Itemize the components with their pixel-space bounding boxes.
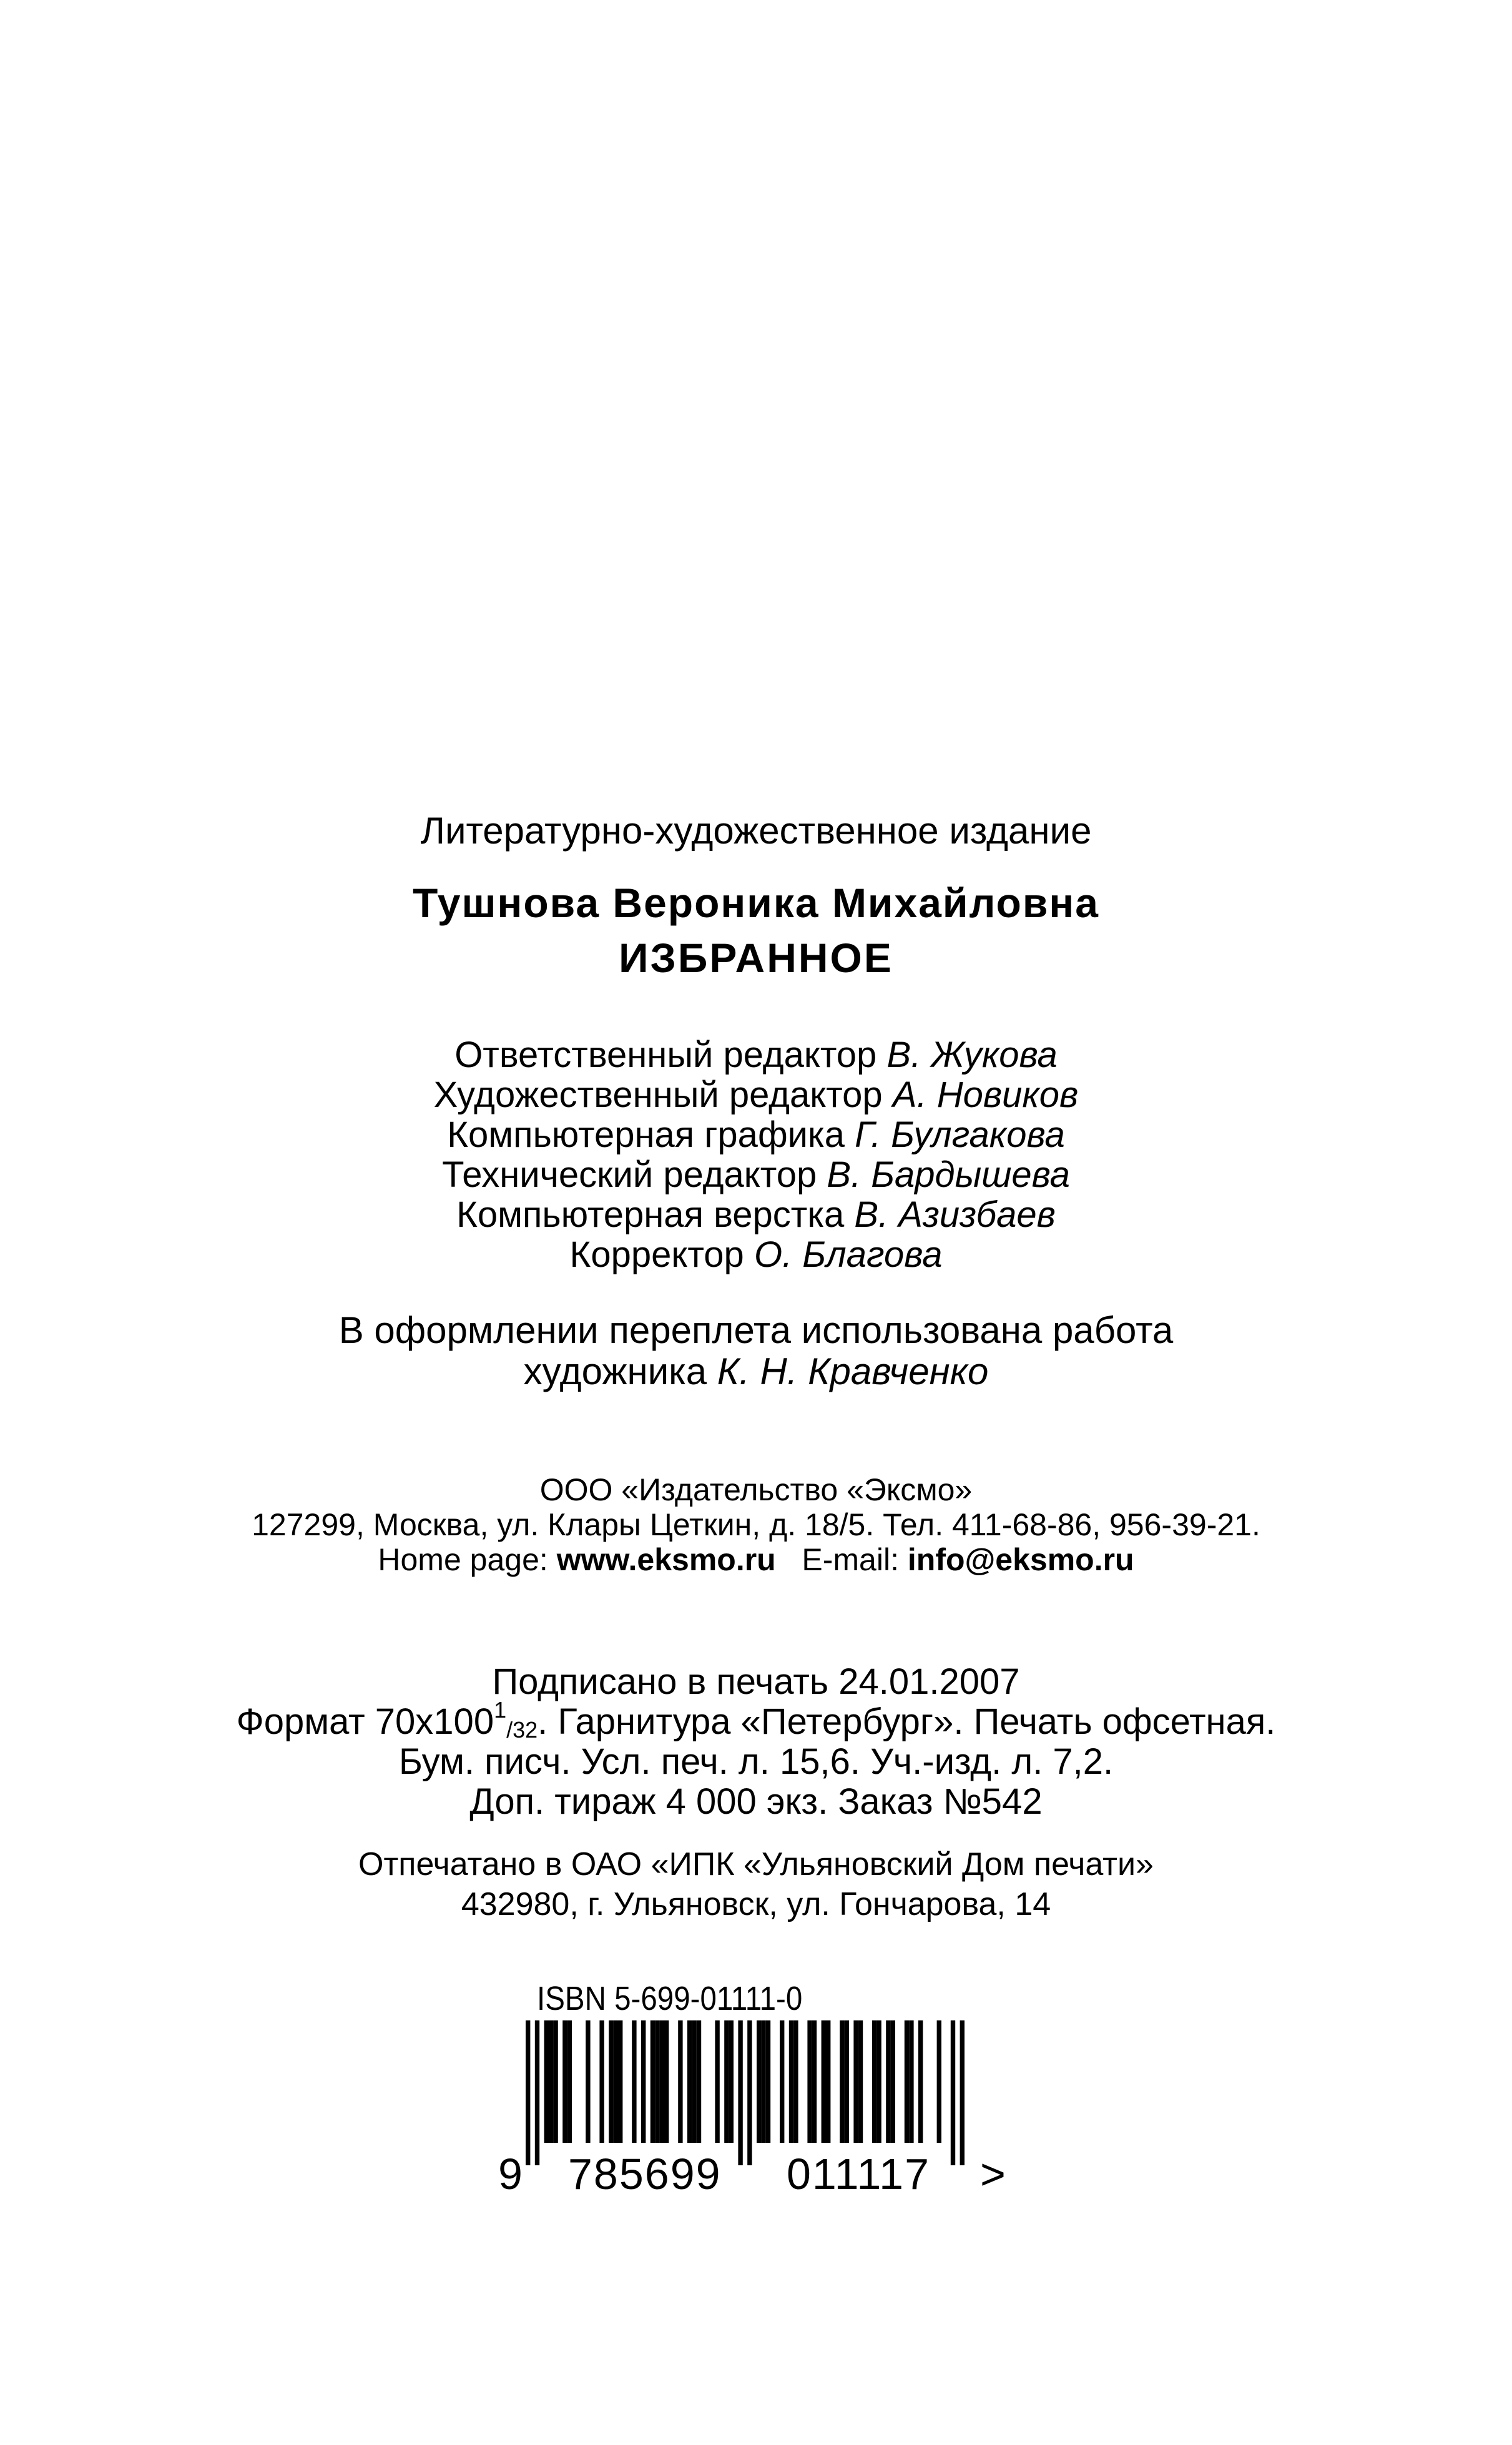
credit-role: Ответственный редактор [454,1035,877,1075]
barcode-bar [562,2020,567,2143]
format-sup: 1 [494,1697,507,1723]
barcode-bar [599,2020,604,2143]
barcode-bar [692,2020,696,2143]
barcode-bar [886,2020,890,2143]
credit-name: В. Бардышева [827,1154,1070,1195]
ean-left-digits: 785699 [568,2150,722,2198]
barcode-bar [544,2020,549,2143]
barcode-bar [793,2020,798,2143]
barcode-bar [757,2020,761,2143]
credit-name: О. Благова [754,1234,943,1275]
barcode-bar [697,2020,701,2143]
barcode-bar [614,2020,618,2143]
barcode-guard-bar [738,2020,742,2165]
printer-name: Отпечатано в ОАО «ИПК «Ульяновский Дом печати» [358,1846,1154,1882]
barcode-bar [853,2020,858,2143]
credit-name: В. Жукова [886,1035,1058,1075]
credit-line [0,1075,1512,1115]
format-line [0,1697,1512,1743]
publisher-name: ООО «Издательство «Эксмо» [539,1472,973,1507]
barcode-bar [845,2020,849,2143]
publisher-address: 127299, Москва, ул. Клары Цеткин, д. 18/5. Тел. 411-68-86, 956-39-21. [252,1507,1260,1542]
barcode-bar [609,2020,613,2143]
author-name: Тушнова Вероника Михайловна [412,880,1099,926]
barcode-bar [553,2020,557,2143]
credit-role: Художественный редактор [433,1075,883,1115]
ean-first-digit: 9 [498,2150,524,2198]
barcode-bar [822,2020,826,2143]
barcode-bar [632,2020,636,2143]
book-title: ИЗБРАННОЕ [619,935,893,981]
barcode-bar [567,2020,572,2143]
barcode-bar [905,2020,909,2143]
format-prefix: Формат 70x100 [236,1701,494,1742]
barcode-bar [650,2020,655,2143]
cover-note-line2 [0,1351,1512,1392]
barcode-bar [891,2020,895,2143]
credit-name: А. Новиков [892,1075,1079,1115]
barcode-bar [918,2020,923,2143]
publisher-contacts [0,1542,1512,1577]
barcode-guard-bar [747,2020,752,2165]
barcode-bar [729,2020,734,2143]
credit-role: Корректор [569,1234,744,1275]
barcode-guard-bar [535,2020,539,2165]
isbn-barcode [487,1979,1024,2198]
credit-name: В. Азизбаев [854,1194,1056,1235]
barcode-bar [549,2020,553,2143]
barcode-bar [909,2020,913,2143]
artist-name: К. Н. Кравченко [717,1350,989,1392]
credit-line [0,1035,1512,1075]
credit-role: Технический редактор [442,1154,817,1195]
barcode-bar [660,2020,664,2143]
credit-name: Г. Булгакова [855,1114,1065,1155]
paper-line: Бум. писч. Усл. печ. л. 15,6. Уч.-изд. л. 7,2. [398,1741,1114,1782]
barcode-bar [678,2020,682,2143]
barcode-bar [872,2020,876,2143]
barcode-bar [789,2020,793,2143]
credit-role: Компьютерная верстка [456,1194,845,1235]
email-link[interactable]: info@eksmo.ru [907,1542,1134,1577]
barcode-bar [840,2020,844,2143]
credit-role: Компьютерная графика [447,1114,845,1155]
barcode-bar [724,2020,729,2143]
barcode-bar [655,2020,659,2143]
publisher-block [0,1472,1512,1577]
barcode-bar [812,2020,817,2143]
ean-right-digits: 011117 [787,2150,930,2198]
credit-line [0,1115,1512,1155]
cover-note [0,1310,1512,1392]
barcode-bar [618,2020,622,2143]
format-rest: . Гарнитура «Петербург». Печать офсетная. [538,1701,1276,1742]
barcode-bar [937,2020,941,2143]
barcode-bar [826,2020,830,2143]
barcode-bar [761,2020,765,2143]
barcode-bar [876,2020,881,2143]
quiet-zone-arrow: > [980,2150,1007,2198]
barcode-guard-bar [526,2020,530,2165]
barcode-bar [641,2020,646,2143]
credit-line [0,1155,1512,1195]
printer-address: 432980, г. Ульяновск, ул. Гончарова, 14 [461,1886,1051,1922]
barcode-guard-bar [960,2020,965,2165]
barcode-guard-bar [951,2020,955,2165]
cover-note-line1: В оформлении переплета использована работа [338,1309,1174,1351]
barcode-bar [780,2020,784,2143]
cover-note-prefix: художника [523,1350,707,1392]
barcode-bar [586,2020,590,2143]
barcode-bar [766,2020,770,2143]
signed-date: Подписано в печать 24.01.2007 [492,1661,1020,1702]
email-label: E-mail: [802,1542,899,1577]
credit-line [0,1195,1512,1235]
credit-line [0,1235,1512,1275]
barcode-bar [858,2020,863,2143]
isbn-label: ISBN 5-699-01111-0 [537,1980,803,2017]
printer-block [0,1844,1512,1924]
run-line: Доп. тираж 4 000 экз. Заказ №542 [469,1781,1043,1822]
barcode-bar [807,2020,812,2143]
credits-block [0,1035,1512,1275]
format-sub: /32 [506,1717,538,1743]
edition-type: Литературно-художественное издание [420,810,1092,852]
barcode-bar [715,2020,719,2143]
barcode-bar [664,2020,669,2143]
homepage-link[interactable]: www.eksmo.ru [556,1542,776,1577]
homepage-label: Home page: [378,1542,548,1577]
print-info [0,1662,1512,1822]
barcode-bar [687,2020,692,2143]
